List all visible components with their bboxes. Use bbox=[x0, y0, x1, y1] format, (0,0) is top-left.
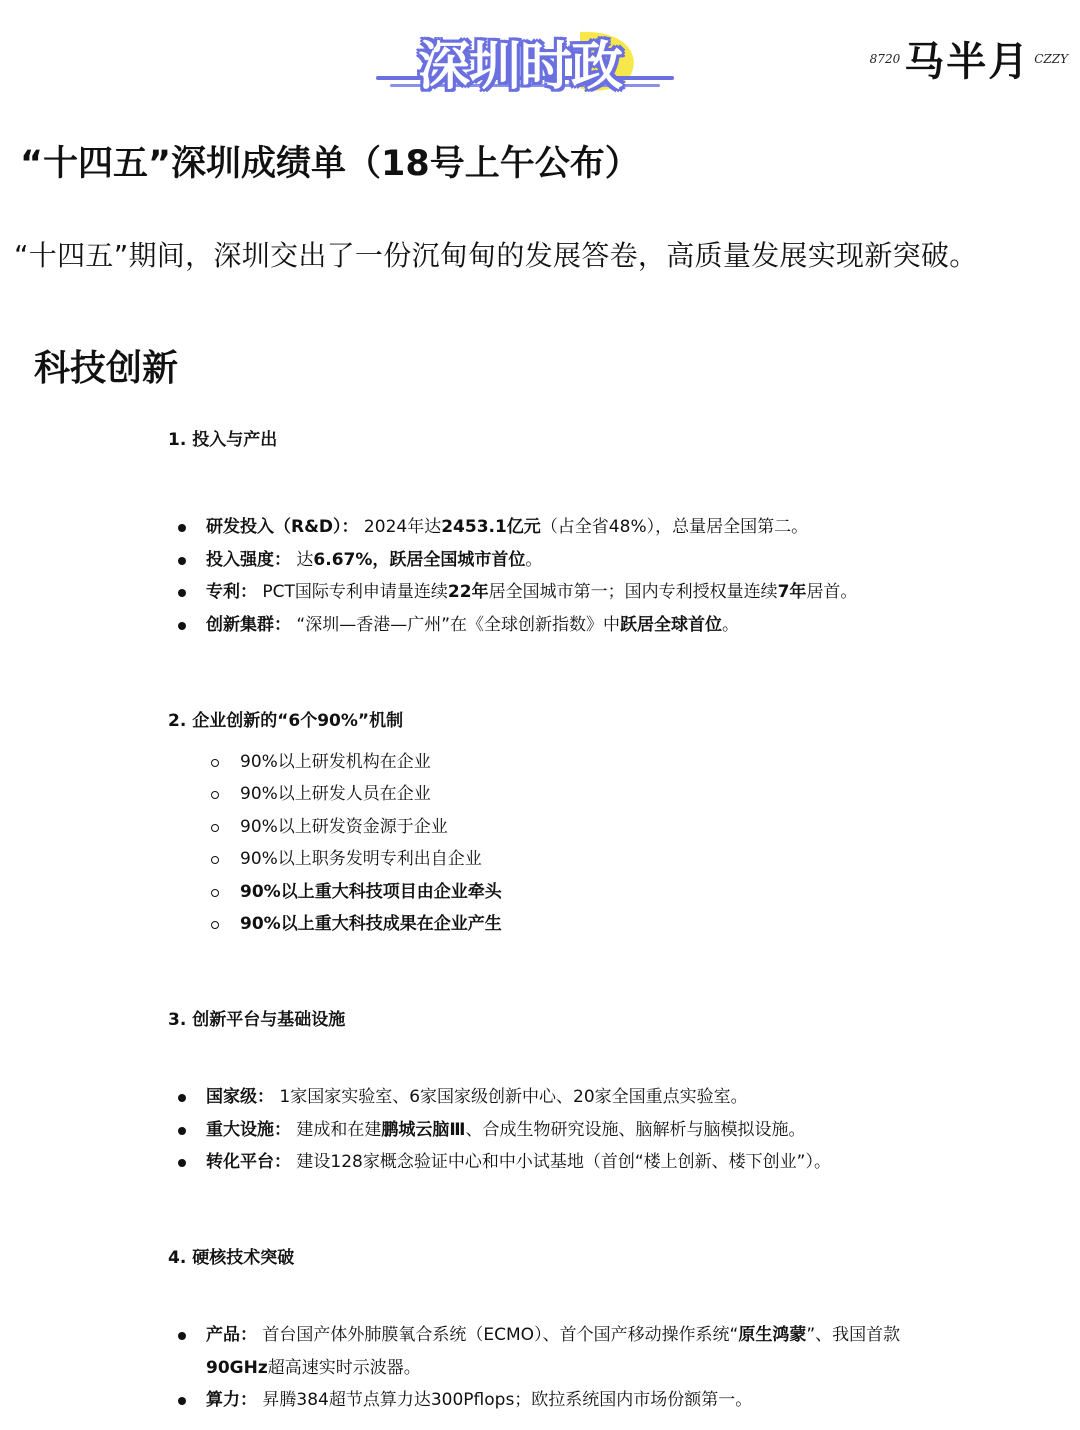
list-item bbox=[210, 746, 502, 778]
list-item bbox=[176, 1081, 831, 1114]
highlight-text: 跃居全球首位 bbox=[620, 614, 723, 635]
list-item-text: 建设128家概念验证中心和中小试基地（首创“楼上创新、楼下创业”）。 bbox=[291, 1152, 831, 1173]
sub-heading: 1. 投入与产出 bbox=[168, 430, 278, 450]
list-item-text: 1家国家实验室、6家国家级创新中心、20家全国重点实验室。 bbox=[274, 1087, 748, 1107]
bullet-icon bbox=[178, 1094, 186, 1102]
intro-paragraph: “十四五”期间，深圳交出了一份沉甸甸的发展答卷，高质量发展实现新突破。 bbox=[14, 239, 978, 272]
bullet-list bbox=[176, 511, 857, 641]
list-item-label: 国家级： bbox=[206, 1087, 274, 1107]
list-item-label: 算力： bbox=[206, 1390, 257, 1411]
section-heading: 科技创新 bbox=[34, 348, 179, 389]
list-item-text: 居首。 bbox=[806, 582, 858, 603]
bullet-icon bbox=[178, 1159, 186, 1167]
list-item-label: 重大设施： bbox=[206, 1119, 291, 1140]
list-item-label: 产品： bbox=[206, 1325, 257, 1345]
circle-list bbox=[210, 746, 502, 940]
brand-left: 8720 bbox=[869, 51, 901, 66]
list-item bbox=[210, 811, 502, 843]
list-item-label: 创新集群： bbox=[206, 614, 291, 635]
page-title: “十四五”深圳成绩单（18号上午公布） bbox=[20, 144, 640, 184]
list-item bbox=[210, 778, 502, 810]
brand-main: 马半月 bbox=[904, 38, 1031, 85]
highlight-text: 鹏城云脑Ⅲ bbox=[381, 1119, 466, 1140]
hollow-bullet-icon bbox=[211, 889, 219, 897]
list-item-label: 投入强度： bbox=[206, 549, 291, 570]
logo-text: 深圳时政 bbox=[418, 37, 623, 97]
list-item bbox=[176, 511, 857, 544]
list-item-text: 2024年达 bbox=[358, 517, 442, 537]
hollow-bullet-icon bbox=[211, 791, 219, 799]
hollow-bullet-icon bbox=[211, 921, 219, 929]
bullet-icon bbox=[178, 589, 186, 597]
list-item-text: 超高速实时示波器。 bbox=[267, 1357, 421, 1378]
list-item-text: 、合成生物研究设施、脑解析与脑模拟设施。 bbox=[465, 1119, 806, 1140]
list-item-label: 转化平台： bbox=[206, 1152, 291, 1173]
bullet-icon bbox=[178, 557, 186, 565]
list-item-text: PCT国际专利申请量连续 bbox=[257, 582, 448, 603]
list-item-text: 90%以上研发机构在企业 bbox=[240, 752, 431, 772]
highlight-text: 7年 bbox=[777, 582, 807, 603]
list-item-text: 居全国城市第一；国内专利授权量连续 bbox=[488, 582, 778, 603]
list-item bbox=[176, 544, 857, 577]
list-item bbox=[176, 1319, 956, 1384]
hollow-bullet-icon bbox=[211, 759, 219, 767]
bullet-icon bbox=[178, 622, 186, 630]
header bbox=[0, 0, 1080, 110]
hollow-bullet-icon bbox=[211, 824, 219, 832]
highlight-text: 原生鸿蒙 bbox=[738, 1325, 807, 1345]
highlight-text: 6.67%，跃居全国城市首位 bbox=[313, 549, 526, 570]
logo bbox=[370, 10, 680, 100]
bullet-icon bbox=[178, 1332, 186, 1340]
list-item-text: “深圳—香港—广州”在《全球创新指数》中 bbox=[291, 614, 621, 635]
list-item-text: 昇腾384超节点算力达300Pflops；欧拉系统国内市场份额第一。 bbox=[257, 1390, 753, 1411]
list-item-label: 专利： bbox=[206, 582, 257, 603]
list-item bbox=[176, 609, 857, 642]
highlight-text: 22年 bbox=[447, 582, 489, 603]
list-item-text: 建成和在建 bbox=[291, 1119, 382, 1140]
list-item bbox=[210, 876, 502, 908]
list-item bbox=[176, 1114, 831, 1147]
brand-signature bbox=[870, 30, 1068, 87]
list-item-text: 90%以上重大科技项目由企业牵头 bbox=[240, 881, 502, 902]
list-item-text: 90%以上职务发明专利出自企业 bbox=[240, 849, 482, 870]
sub-heading: 2. 企业创新的“6个90%”机制 bbox=[168, 711, 404, 731]
list-item bbox=[176, 576, 857, 609]
sub-heading: 4. 硬核技术突破 bbox=[168, 1248, 295, 1268]
hollow-bullet-icon bbox=[211, 856, 219, 864]
brand-right: CZZY bbox=[1034, 51, 1068, 66]
list-item-text: 90%以上研发资金源于企业 bbox=[240, 816, 448, 837]
sub-heading: 3. 创新平台与基础设施 bbox=[168, 1010, 346, 1030]
list-item-text: 90%以上重大科技成果在企业产生 bbox=[240, 914, 502, 935]
list-item-text: ”、我国首款 bbox=[806, 1325, 901, 1345]
list-item-text: 首台国产体外肺膜氧合系统（ECMO）、首个国产移动操作系统“ bbox=[257, 1325, 739, 1345]
list-item-text: 。 bbox=[722, 614, 740, 635]
list-item bbox=[176, 1384, 956, 1417]
list-item-text: 90%以上研发人员在企业 bbox=[240, 784, 431, 805]
bullet-icon bbox=[178, 1127, 186, 1135]
bullet-icon bbox=[178, 1397, 186, 1405]
list-item-label: 研发投入（R&D）： bbox=[206, 517, 359, 537]
list-item bbox=[176, 1146, 831, 1179]
list-item bbox=[210, 843, 502, 875]
bullet-icon bbox=[178, 524, 186, 532]
list-item-text: （占全省48%），总量居全国第二。 bbox=[540, 517, 809, 537]
highlight-text: 2453.1亿元 bbox=[441, 517, 541, 537]
list-item bbox=[210, 908, 502, 940]
list-item-text: 。 bbox=[525, 549, 543, 570]
list-item-text: 达 bbox=[291, 549, 314, 570]
bullet-list bbox=[176, 1081, 831, 1179]
bullet-list bbox=[176, 1319, 956, 1417]
highlight-text: 90GHz bbox=[206, 1357, 268, 1378]
